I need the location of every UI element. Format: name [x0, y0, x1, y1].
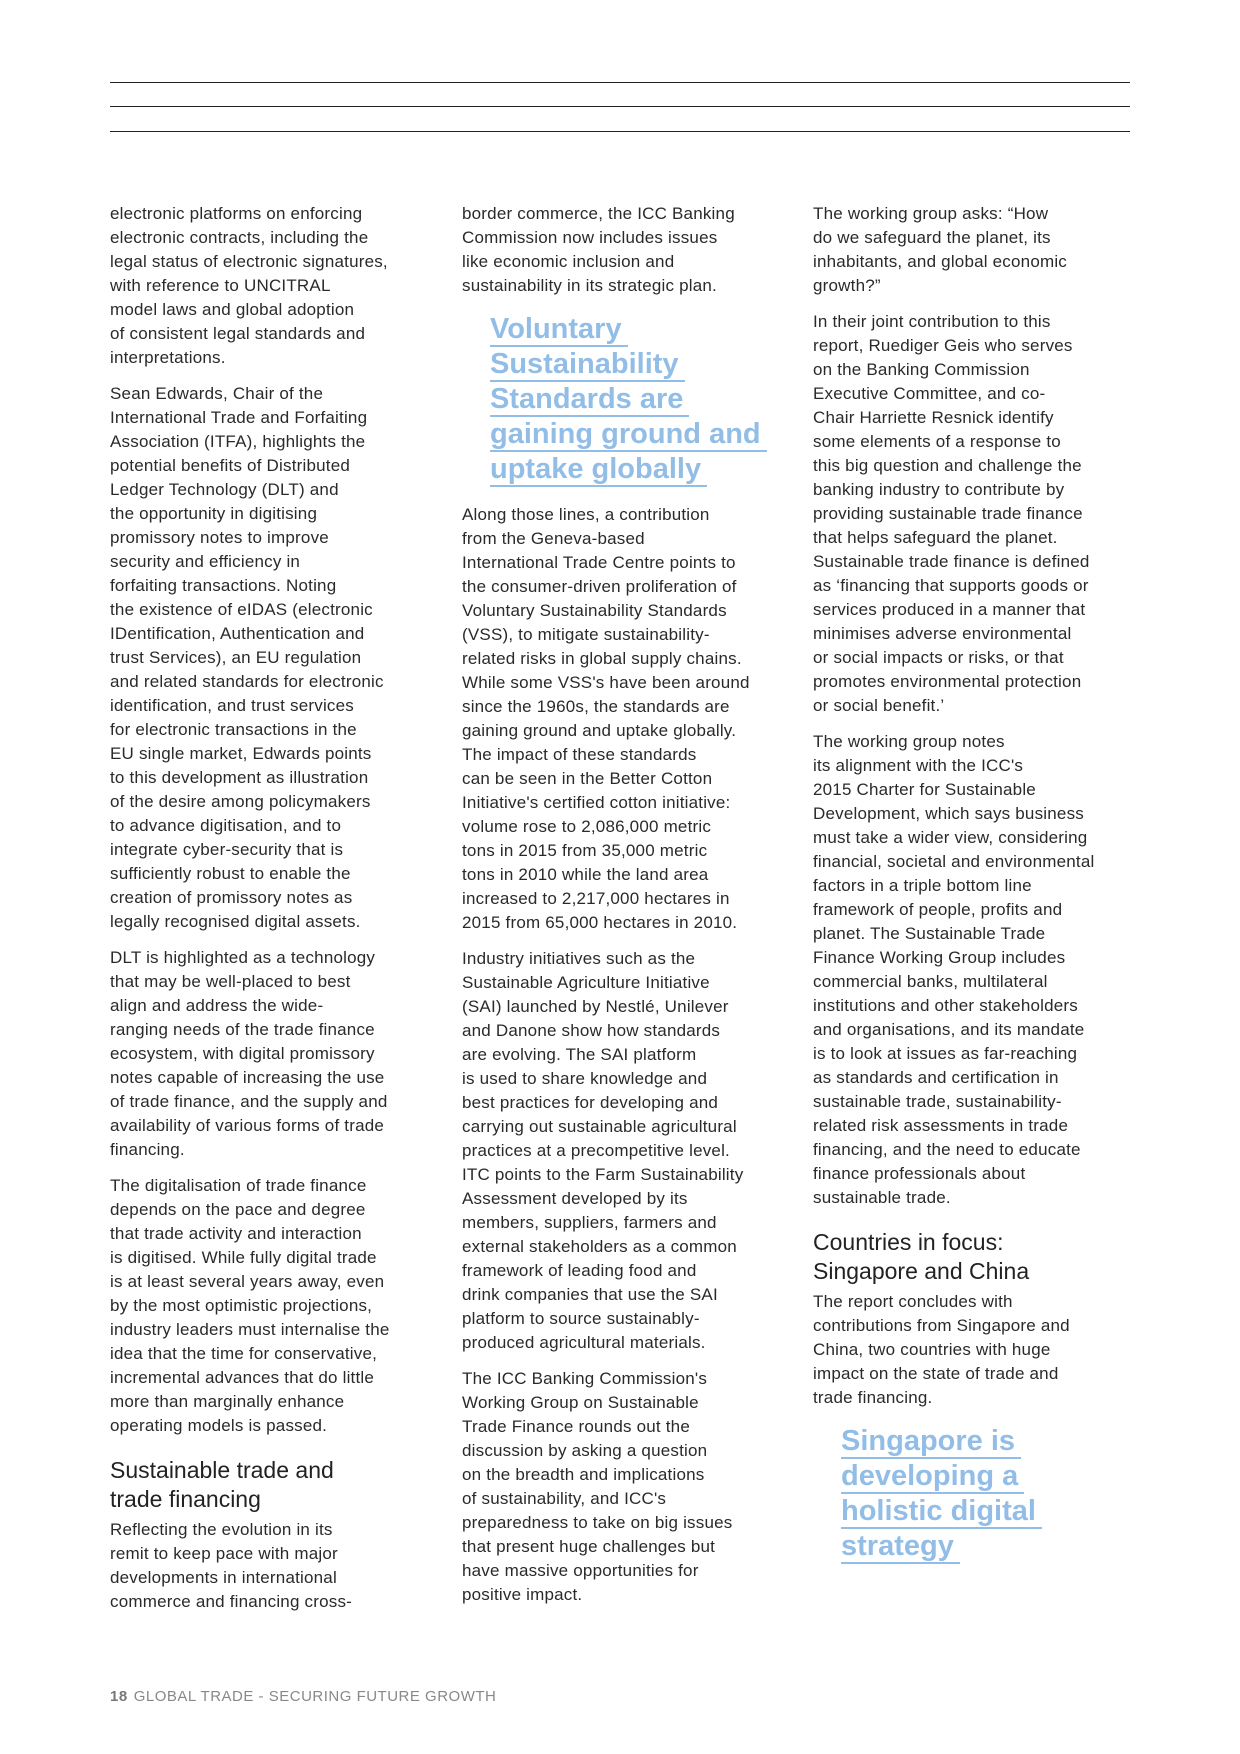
text-line: identification, and trust services [110, 696, 354, 715]
text-line: availability of various forms of trade [110, 1116, 385, 1135]
text-line: forfaiting transactions. Noting [110, 576, 337, 595]
text-line: discussion by asking a question [462, 1441, 708, 1460]
text-line: to this development as illustration [110, 768, 369, 787]
text-line: related risk assessments in trade [813, 1116, 1069, 1135]
text-line: impact on the state of trade and [813, 1364, 1059, 1383]
text-line: Assessment developed by its [462, 1189, 688, 1208]
text-line: gaining ground and uptake globally. [462, 721, 737, 740]
text-line: this big question and challenge the [813, 456, 1082, 475]
text-line: operating models is passed. [110, 1416, 328, 1435]
text-line [841, 1459, 1158, 1494]
text-line: for electronic transactions in the [110, 720, 357, 739]
text-line: Trade Finance rounds out the [462, 1417, 690, 1436]
text-line: financing, and the need to educate [813, 1140, 1081, 1159]
heading-link-text[interactable]: Standards are [490, 383, 689, 417]
text-line: idea that the time for conservative, [110, 1344, 378, 1363]
text-line: notes capable of increasing the use [110, 1068, 385, 1087]
text-line: legal status of electronic signatures, [110, 252, 388, 271]
text-line: 2015 Charter for Sustainable [813, 780, 1036, 799]
text-line: Along those lines, a contribution [462, 505, 710, 524]
heading-link-text[interactable]: Singapore is [841, 1425, 1021, 1459]
heading-link-text[interactable]: developing a [841, 1460, 1024, 1494]
paragraph [110, 1174, 455, 1438]
text-column-1 [110, 202, 455, 1626]
text-line: that helps safeguard the planet. [813, 528, 1058, 547]
text-line: minimises adverse environmental [813, 624, 1072, 643]
text-line: or social impacts or risks, or that [813, 648, 1064, 667]
text-line: tons in 2015 from 35,000 metric [462, 841, 708, 860]
text-line [490, 382, 807, 417]
text-line: (SAI) launched by Nestlé, Unilever [462, 997, 729, 1016]
heading-link-text[interactable]: strategy [841, 1530, 960, 1564]
text-line: positive impact. [462, 1585, 583, 1604]
text-line: trust Services), an EU regulation [110, 648, 362, 667]
text-line [841, 1494, 1158, 1529]
text-line: Reflecting the evolution in its [110, 1520, 333, 1539]
text-line: growth?” [813, 276, 881, 295]
text-line: that present huge challenges but [462, 1537, 716, 1556]
text-line: IDentification, Authentication and [110, 624, 365, 643]
text-line: Industry initiatives such as the [462, 949, 696, 968]
text-line: on the breadth and implications [462, 1465, 705, 1484]
text-line: Sean Edwards, Chair of the [110, 384, 324, 403]
text-line: as standards and certification in [813, 1068, 1059, 1087]
text-column-3 [813, 202, 1158, 1580]
heading-link-text[interactable]: gaining ground and [490, 418, 767, 452]
paragraph [813, 310, 1158, 718]
text-line: integrate cyber-security that is [110, 840, 344, 859]
text-line: banking industry to contribute by [813, 480, 1065, 499]
text-line: incremental advances that do little [110, 1368, 375, 1387]
text-line [841, 1529, 1158, 1564]
text-line: EU single market, Edwards points [110, 744, 372, 763]
text-line: sufficiently robust to enable the [110, 864, 351, 883]
pull-quote-heading[interactable] [841, 1424, 1158, 1564]
text-line: of sustainability, and ICC's [462, 1489, 667, 1508]
text-line: promissory notes to improve [110, 528, 329, 547]
text-line: its alignment with the ICC's [813, 756, 1024, 775]
text-line: report, Ruediger Geis who serves [813, 336, 1073, 355]
text-line: of trade finance, and the supply and [110, 1092, 388, 1111]
paragraph [813, 730, 1158, 1210]
text-line: legally recognised digital assets. [110, 912, 361, 931]
text-line: inhabitants, and global economic [813, 252, 1068, 271]
text-line: do we safeguard the planet, its [813, 228, 1051, 247]
text-line: carrying out sustainable agricultural [462, 1117, 737, 1136]
text-line: ecosystem, with digital promissory [110, 1044, 375, 1063]
text-line: finance professionals about [813, 1164, 1026, 1183]
paragraph [462, 503, 807, 935]
text-line: drink companies that use the SAI [462, 1285, 718, 1304]
text-line: sustainable trade, sustainability- [813, 1092, 1062, 1111]
text-line: to advance digitisation, and to [110, 816, 342, 835]
text-line: related risks in global supply chains. [462, 649, 742, 668]
text-line: The ICC Banking Commission's [462, 1369, 708, 1388]
text-line: Initiative's certified cotton initiative: [462, 793, 731, 812]
text-line: DLT is highlighted as a technology [110, 948, 376, 967]
page-footer [110, 1688, 496, 1705]
text-line: interpretations. [110, 348, 226, 367]
text-line: have massive opportunities for [462, 1561, 699, 1580]
text-line: providing sustainable trade finance [813, 504, 1083, 523]
text-line: Chair Harriette Resnick identify [813, 408, 1054, 427]
text-line: platform to source sustainably- [462, 1309, 700, 1328]
paragraph [462, 1367, 807, 1607]
text-line: by the most optimistic projections, [110, 1296, 373, 1315]
text-line: the consumer-driven proliferation of [462, 577, 737, 596]
paragraph [462, 947, 807, 1355]
text-line: is at least several years away, even [110, 1272, 385, 1291]
text-line: financial, societal and environmental [813, 852, 1095, 871]
text-line: The digitalisation of trade finance [110, 1176, 367, 1195]
text-line: Association (ITFA), highlights the [110, 432, 366, 451]
text-line: factors in a triple bottom line [813, 876, 1032, 895]
text-line: The report concludes with [813, 1292, 1013, 1311]
text-line: that may be well-placed to best [110, 972, 351, 991]
paragraph [110, 1518, 455, 1614]
text-line: Commission now includes issues [462, 228, 718, 247]
text-line: that trade activity and interaction [110, 1224, 362, 1243]
text-line: framework of people, profits and [813, 900, 1063, 919]
text-line: is to look at issues as far-reaching [813, 1044, 1078, 1063]
text-line: Finance Working Group includes [813, 948, 1066, 967]
page-number: 18 [110, 1688, 128, 1705]
text-line: Countries in focus: [813, 1229, 1004, 1255]
text-line: Development, which says business [813, 804, 1084, 823]
text-line: electronic platforms on enforcing [110, 204, 363, 223]
text-line: the opportunity in digitising [110, 504, 318, 523]
text-line: Ledger Technology (DLT) and [110, 480, 339, 499]
text-line: trade financing [110, 1486, 261, 1512]
text-line: external stakeholders as a common [462, 1237, 737, 1256]
header-rule [110, 106, 1130, 107]
text-line: The impact of these standards [462, 745, 697, 764]
text-line: preparedness to take on big issues [462, 1513, 733, 1532]
text-line: International Trade and Forfaiting [110, 408, 368, 427]
text-line: and organisations, and its mandate [813, 1020, 1085, 1039]
text-line: services produced in a manner that [813, 600, 1086, 619]
text-line: (VSS), to mitigate sustainability- [462, 625, 710, 644]
text-line: Executive Committee, and co- [813, 384, 1046, 403]
text-line: industry leaders must internalise the [110, 1320, 390, 1339]
section-heading [813, 1228, 1158, 1286]
text-line: creation of promissory notes as [110, 888, 353, 907]
text-column-2 [462, 202, 807, 1619]
text-line: In their joint contribution to this [813, 312, 1051, 331]
text-line: ranging needs of the trade finance [110, 1020, 375, 1039]
paragraph [110, 382, 455, 934]
section-heading [110, 1456, 455, 1514]
text-line: of consistent legal standards and [110, 324, 366, 343]
text-line: the existence of eIDAS (electronic [110, 600, 373, 619]
paragraph [462, 202, 807, 298]
header-rule [110, 131, 1130, 132]
text-line: align and address the wide- [110, 996, 324, 1015]
text-line: International Trade Centre points to [462, 553, 736, 572]
text-line: The working group notes [813, 732, 1005, 751]
text-line: framework of leading food and [462, 1261, 697, 1280]
text-line: more than marginally enhance [110, 1392, 345, 1411]
paragraph [110, 946, 455, 1162]
text-line: While some VSS's have been around [462, 673, 750, 692]
text-line: planet. The Sustainable Trade [813, 924, 1046, 943]
text-line: Sustainable trade and [110, 1457, 334, 1483]
text-line: can be seen in the Better Cotton [462, 769, 713, 788]
text-line: commerce and financing cross- [110, 1592, 353, 1611]
pull-quote-heading[interactable] [490, 312, 807, 487]
text-line: some elements of a response to [813, 432, 1061, 451]
heading-link-text[interactable]: Voluntary [490, 313, 628, 347]
text-line: produced agricultural materials. [462, 1333, 706, 1352]
text-line: trade financing. [813, 1388, 933, 1407]
text-line: are evolving. The SAI platform [462, 1045, 697, 1064]
text-line: ITC points to the Farm Sustainability [462, 1165, 744, 1184]
text-line: Sustainable Agriculture Initiative [462, 973, 710, 992]
text-line: Working Group on Sustainable [462, 1393, 699, 1412]
text-line: depends on the pace and degree [110, 1200, 366, 1219]
text-line: Singapore and China [813, 1258, 1030, 1284]
text-line: volume rose to 2,086,000 metric [462, 817, 712, 836]
text-line: Voluntary Sustainability Standards [462, 601, 727, 620]
text-line: developments in international [110, 1568, 337, 1587]
text-line: on the Banking Commission [813, 360, 1030, 379]
text-line: of the desire among policymakers [110, 792, 371, 811]
text-line: is used to share knowledge and [462, 1069, 708, 1088]
text-line: contributions from Singapore and [813, 1316, 1070, 1335]
text-line: Sustainable trade finance is defined [813, 552, 1090, 571]
paragraph [813, 202, 1158, 298]
text-line: financing. [110, 1140, 185, 1159]
text-line: model laws and global adoption [110, 300, 355, 319]
text-line: sustainability in its strategic plan. [462, 276, 717, 295]
text-line: 2015 from 65,000 hectares in 2010. [462, 913, 738, 932]
heading-link-text[interactable]: uptake globally [490, 453, 707, 487]
text-line [490, 347, 807, 382]
text-line: members, suppliers, farmers and [462, 1213, 717, 1232]
paragraph [813, 1290, 1158, 1410]
publication-title: GLOBAL TRADE - SECURING FUTURE GROWTH [133, 1688, 497, 1705]
text-line: as ‘financing that supports goods or [813, 576, 1089, 595]
text-line: must take a wider view, considering [813, 828, 1088, 847]
text-line: and related standards for electronic [110, 672, 384, 691]
text-line: since the 1960s, the standards are [462, 697, 730, 716]
heading-link-text[interactable]: Sustainability [490, 348, 685, 382]
text-line: best practices for developing and [462, 1093, 719, 1112]
text-line: institutions and other stakeholders [813, 996, 1078, 1015]
text-line: increased to 2,217,000 hectares in [462, 889, 730, 908]
text-line [490, 312, 807, 347]
text-line: commercial banks, multilateral [813, 972, 1048, 991]
text-line: from the Geneva-based [462, 529, 645, 548]
text-line: and Danone show how standards [462, 1021, 721, 1040]
text-line: remit to keep pace with major [110, 1544, 338, 1563]
text-line [490, 417, 807, 452]
heading-link-text[interactable]: holistic digital [841, 1495, 1042, 1529]
text-line: practices at a precompetitive level. [462, 1141, 730, 1160]
text-line: border commerce, the ICC Banking [462, 204, 735, 223]
text-line: security and efficiency in [110, 552, 301, 571]
text-line: is digitised. While fully digital trade [110, 1248, 377, 1267]
text-line [841, 1424, 1158, 1459]
text-line: or social benefit.’ [813, 696, 945, 715]
header-rule [110, 82, 1130, 83]
text-line [490, 452, 807, 487]
text-line: with reference to UNCITRAL [110, 276, 331, 295]
text-line: like economic inclusion and [462, 252, 675, 271]
text-line: China, two countries with huge [813, 1340, 1051, 1359]
text-line: tons in 2010 while the land area [462, 865, 709, 884]
text-line: promotes environmental protection [813, 672, 1082, 691]
paragraph [110, 202, 455, 370]
text-line: electronic contracts, including the [110, 228, 369, 247]
text-line: potential benefits of Distributed [110, 456, 351, 475]
text-line: The working group asks: “How [813, 204, 1049, 223]
text-line: sustainable trade. [813, 1188, 951, 1207]
